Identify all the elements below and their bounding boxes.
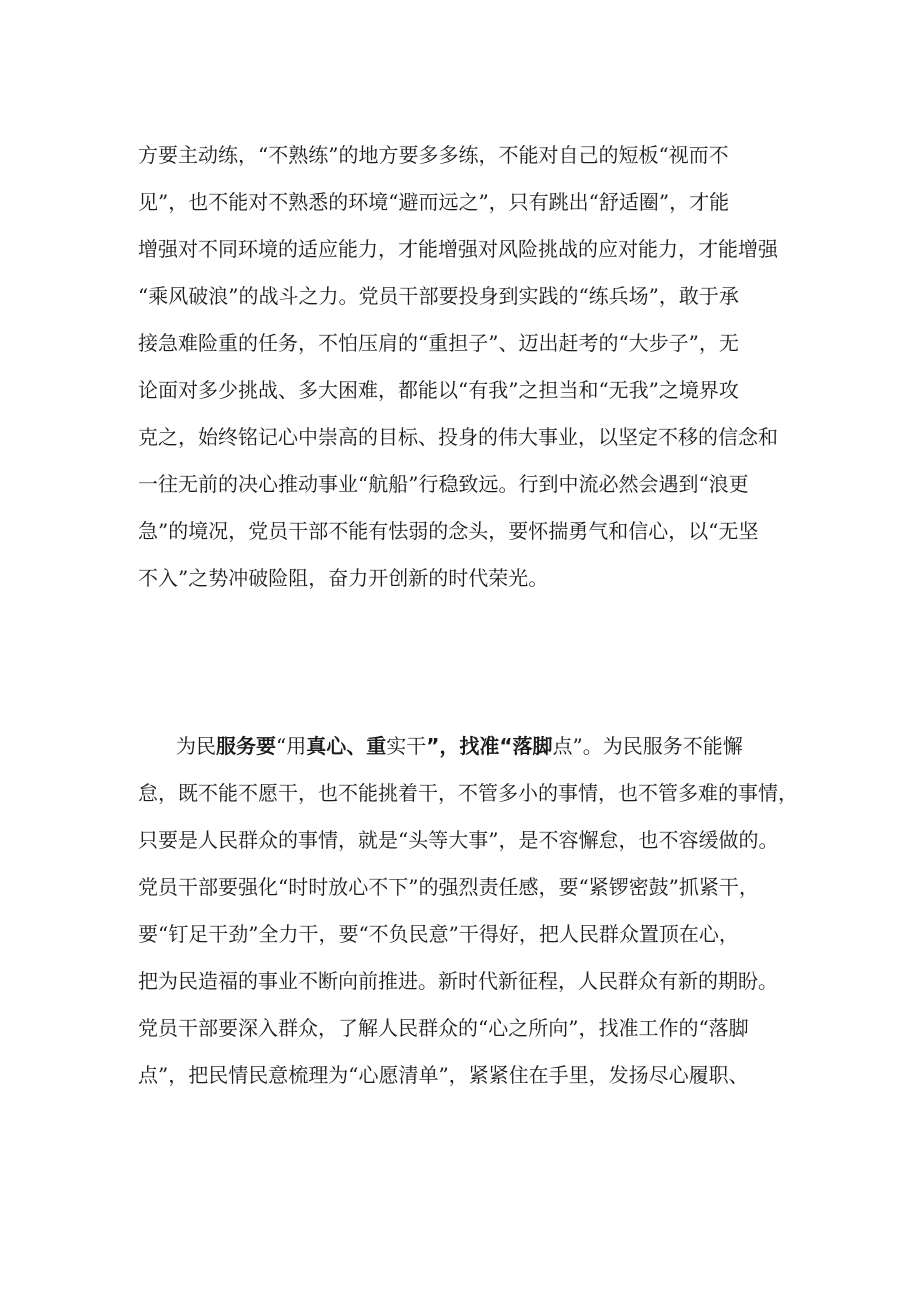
text-line: 方要主动练，“不熟练”的地方要多多练，不能对自己的短板“视而不 <box>138 143 729 167</box>
heading-segment: “用 <box>276 734 307 758</box>
text-line: 要“钉足干劲”全力干，要“不负民意”干得好，把人民群众置顶在心， <box>138 922 739 946</box>
text-line: 不入”之势冲破险阻，奋力开创新的时代荣光。 <box>138 566 549 590</box>
paragraph-1 <box>138 132 798 602</box>
text-line: 把为民造福的事业不断向前推进。新时代新征程，人民群众有新的期盼。 <box>138 969 778 993</box>
text-line: 急”的境况，党员干部不能有怯弱的念头，要怀揣勇气和信心，以“无坚 <box>138 519 759 543</box>
text-line: 怠，既不能不愿干，也不能挑着干，不管多小的事情，也不管多难的事情， <box>138 781 798 805</box>
heading-segment: 实干 <box>386 734 427 758</box>
text-line: 只要是人民群众的事情，就是“头等大事”，是不容懈怠，也不容缓做的。 <box>138 828 779 852</box>
text-line: 克之，始终铭记心中崇高的目标、投身的伟大事业，以坚定不移的信念和 <box>138 425 778 449</box>
heading-segment-bold: 真心、重 <box>306 734 387 758</box>
text-line: 一往无前的决心推动事业“航船”行稳致远。行到中流必然会遇到“浪更 <box>138 472 749 496</box>
text-line: 增强对不同环境的适应能力，才能增强对风险挑战的应对能力，才能增强 <box>138 237 778 261</box>
text-line: 论面对多少挑战、多大困难，都能以“有我”之担当和“无我”之境界攻 <box>138 378 739 402</box>
text-line: “乘风破浪”的战斗之力。党员干部要投身到实践的“练兵场”，敢于承 <box>138 284 739 308</box>
text-line: 党员干部要深入群众，了解人民群众的“心之所向”，找准工作的“落脚 <box>138 1016 749 1040</box>
text-line: 党员干部要强化“时时放心不下”的强烈责任感，要“紧锣密鼓”抓紧干， <box>138 875 759 899</box>
paragraph-heading-line <box>138 723 798 770</box>
text-line: 接急难险重的任务，不怕压肩的“重担子”、迈出赶考的“大步子”，无 <box>138 331 739 355</box>
heading-segment-bold: 服务要 <box>216 734 276 758</box>
heading-segment-bold: ”，找准“落脚 <box>426 734 553 758</box>
text-line: 见”，也不能对不熟悉的环境“避而远之”，只有跳出“舒适圈”，才能 <box>138 190 730 214</box>
heading-segment: 点”。为民服务不能懈 <box>552 734 743 758</box>
heading-segment: 为民 <box>176 734 216 758</box>
paragraph-2 <box>138 723 798 1099</box>
text-line: 点”，把民情民意梳理为“心愿清单”，紧紧住在手里，发扬尽心履职、 <box>138 1063 749 1087</box>
